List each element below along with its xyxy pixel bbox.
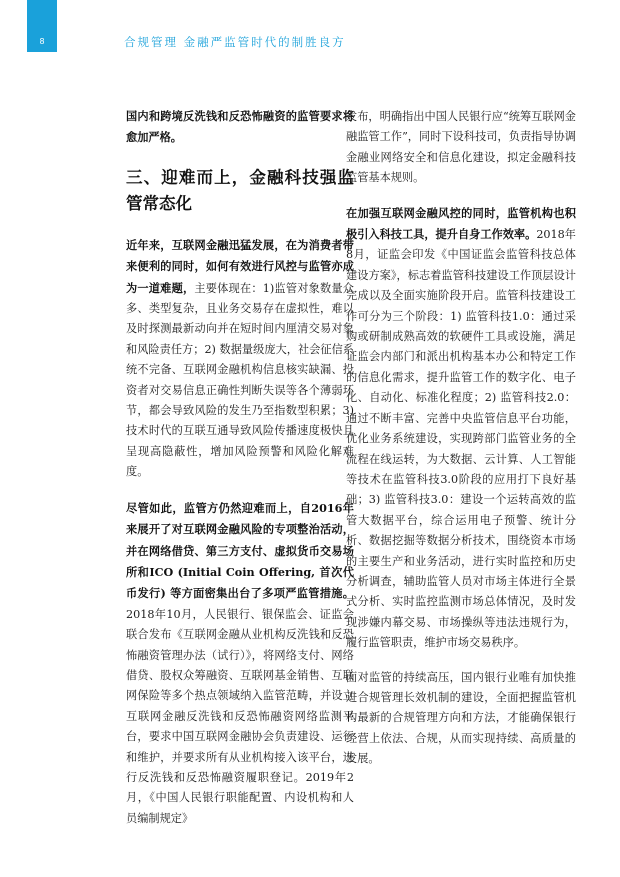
regtech-bold-text: 在加强互联网金融风控的同时，监管机构也积极引入科技工具，提升自身工作效率。 <box>346 205 576 242</box>
regulation-bold-text: 尽管如此，监管方仍然迎难而上，自2016年来展开了对互联网金融风险的专项整治活动，并在网络借贷、第三方支付、虚拟货币交易场所和ICO (Initial Coin Offering, 首次代币发行) 等方面密集出台了多项严监管措施。 <box>126 500 354 601</box>
conclusion-paragraph <box>346 668 576 770</box>
conclusion-body-text: 面对监管的持续高压，国内银行业唯有加快推进合规管理长效机制的建设，全面把握监管机构最新的合规管理方向和方法，才能确保银行经营上依法、合规，从而实现持续、高质量的发展。 <box>346 670 576 766</box>
section-heading: 三、迎难而上，金融科技强监管常态化 <box>126 167 354 213</box>
challenges-body-text: 主要体现在：1)监管对象数量众多、类型复杂，且业务交易存在虚拟性，难以及时探测最新动向并在短时间内厘清交易对象和风险责任方；2) 数据量级庞大，社会征信系统不完备、互联网金融机构信息核实缺漏、投资者对交易信息正确性判断失误等各个薄弱环节，都会导致风险的发生乃至指数型积累；3) 技术时代的互联互通导致风险传播速度极快且呈现高隐蔽性，增加风险预警和风险化解难度。 <box>126 281 354 479</box>
right-column <box>346 107 576 770</box>
running-header-title: 合规管理 金融严监管时代的制胜良方 <box>124 35 346 49</box>
regulation-body-text: 2018年10月，人民银行、银保监会、证监会联合发布《互联网金融从业机构反洗钱和反恐怖融资管理办法（试行）》，将网络支付、网络借贷、股权众筹融资、互联网基金销售、互联网保险等多个热点领域纳入监管范畴，并设立互联网金融反洗钱和反恐怖融资网络监测平台，要求中国互联网金融协会负责建设、运行和维护，并要求所有从业机构接入该平台，进行反洗钱和反恐怖融资履职登记。2019年2月，《中国人民银行职能配置、内设机构和人员编制规定》 <box>126 607 354 825</box>
continuation-paragraph <box>346 107 576 189</box>
regulation-paragraph <box>126 498 354 830</box>
page-number-tab <box>27 0 57 52</box>
continuation-body-text: 发布，明确指出中国人民银行应“统筹互联网金融监管工作”，同时下设科技司，负责指导协调金融业网络安全和信息化建设，拟定金融科技监管基本规则。 <box>346 110 576 185</box>
intro-bold-text: 国内和跨境反洗钱和反恐怖融资的监管要求将愈加严格。 <box>126 109 354 145</box>
page-number: 8 <box>39 37 45 46</box>
regtech-body-text: 2018年8月，证监会印发《中国证监会监管科技总体建设方案》，标志着监管科技建设工作顶层设计完成以及全面实施阶段开启。监管科技建设工作可分为三个阶段：1) 监管科技1.0：通过采购或研制成熟高效的软硬件工具或设施，满足证监会内部门和派出机构基本办公和特定工作的信息化需求，提升监管工作的数字化、电子化、自动化、标准化程度；2) 监管科技2.0：通过不断丰富、完善中央监管信息平台功能，优化业务系统建设，实现跨部门监管业务的全流程在线运转，为大数据、云计算、人工智能等技术在监管科技3.0阶段的应用打下良好基础；3) 监管科技3.0：建设一个运转高效的监管大数据平台，综合运用电子预警、统计分析、数据挖掘等数据分析技术，围绕资本市场的主要生产和业务活动，进行实时监控和历史分析调查，辅助监管人员对市场主体进行全景式分析、实时监控监测市场总体情况，及时发现涉嫌内幕交易、市场操纵等违法违规行为，履行监管职责，维护市场交易秩序。 <box>346 228 576 650</box>
intro-paragraph <box>126 106 354 149</box>
challenges-paragraph <box>126 235 354 483</box>
regtech-paragraph <box>346 203 576 654</box>
left-column <box>126 106 354 829</box>
challenges-bold-text: 近年来，互联网金融迅猛发展，在为消费者带来便利的同时，如何有效进行风控与监管亦成为一道难题， <box>126 237 354 295</box>
